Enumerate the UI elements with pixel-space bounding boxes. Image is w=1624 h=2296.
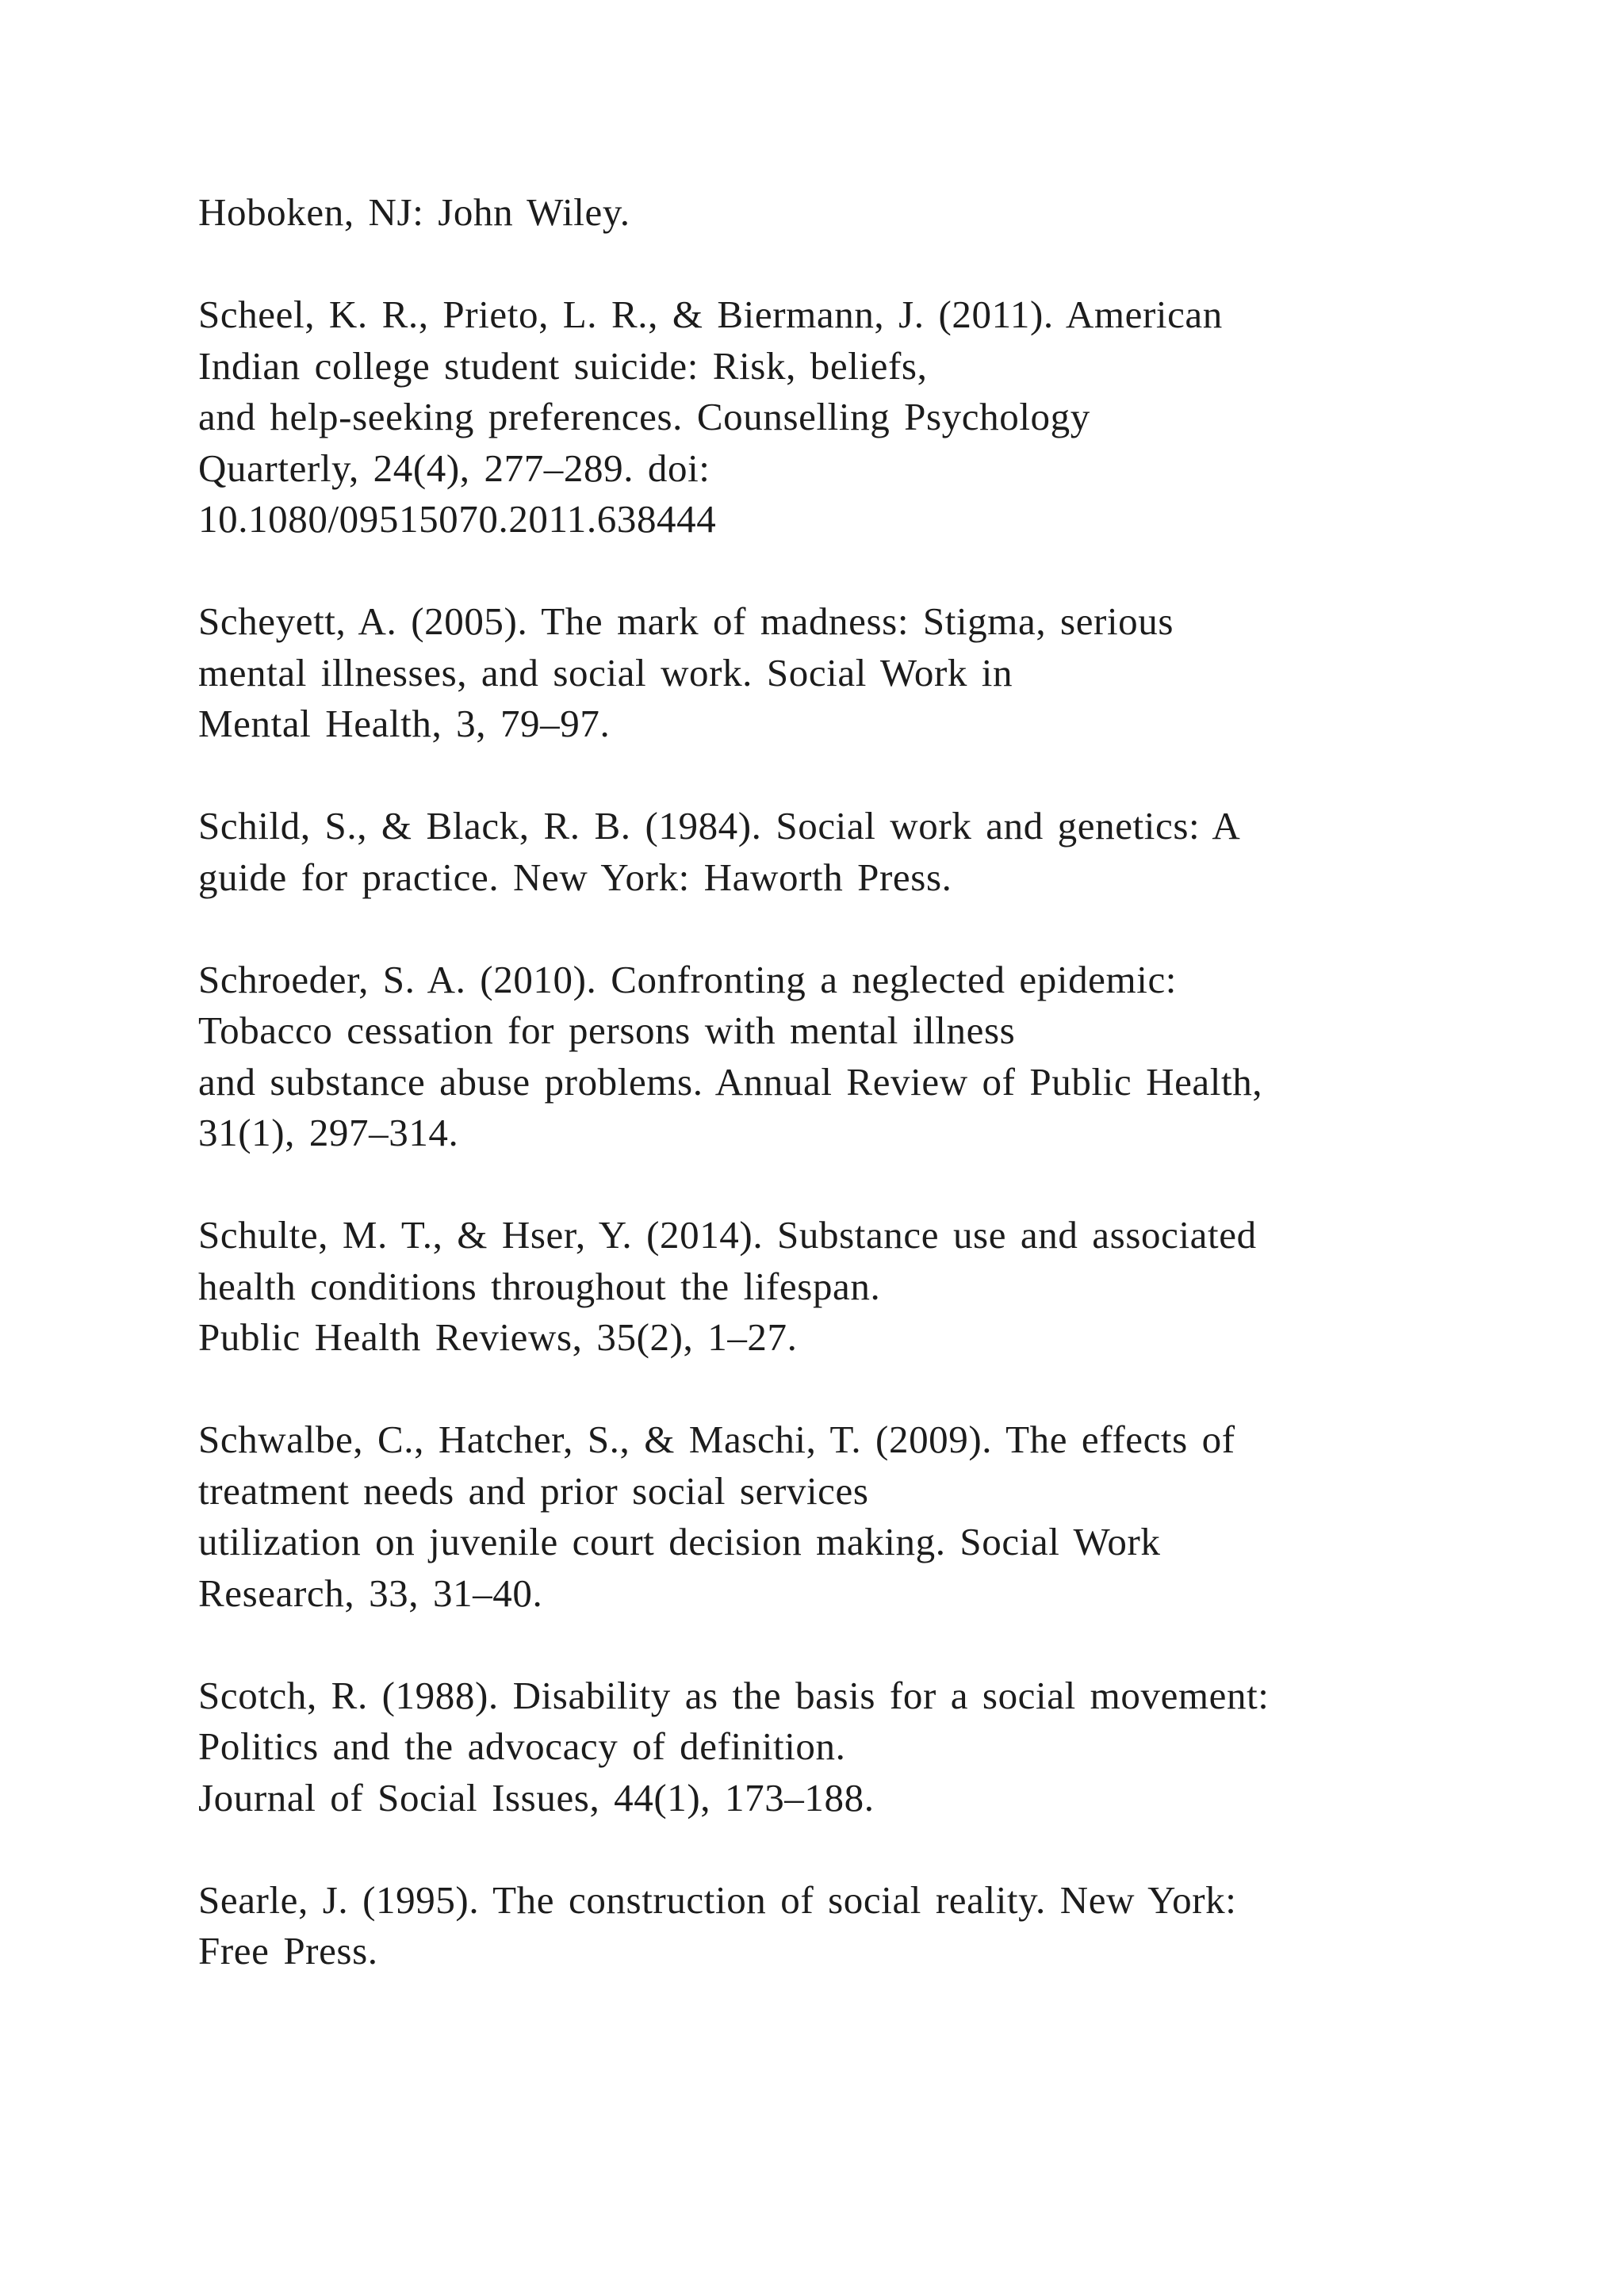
reference-line: Tobacco cessation for persons with mental illness xyxy=(198,1008,1016,1052)
reference-line: Scotch, R. (1988). Disability as the basis for a social movement: xyxy=(198,1673,1270,1717)
reference-line: Mental Health, 3, 79–97. xyxy=(198,702,611,745)
reference-line: treatment needs and prior social services xyxy=(198,1468,869,1513)
reference-line: utilization on juvenile court decision making. Social Work xyxy=(198,1520,1161,1563)
reference-line: Hoboken, NJ: John Wiley. xyxy=(198,190,630,234)
reference-line: Schwalbe, C., Hatcher, S., & Maschi, T. (2009). The effects of xyxy=(198,1418,1235,1461)
reference-line: Scheyett, A. (2005). The mark of madness: Stigma, serious xyxy=(198,599,1174,643)
reference-entry xyxy=(198,801,1483,903)
reference-list xyxy=(198,187,1483,2028)
reference-line: Schroeder, S. A. (2010). Confronting a neglected epidemic: xyxy=(198,957,1178,1001)
reference-line: Quarterly, 24(4), 277–289. doi: xyxy=(198,446,710,490)
reference-line: Schulte, M. T., & Hser, Y. (2014). Substance use and associated xyxy=(198,1213,1257,1257)
reference-line: 31(1), 297–314. xyxy=(198,1111,459,1154)
reference-entry xyxy=(198,187,1483,239)
reference-line: guide for practice. New York: Haworth Press. xyxy=(198,855,952,899)
reference-line: 10.1080/09515070.2011.638444 xyxy=(198,497,717,541)
reference-line: mental illnesses, and social work. Social Work in xyxy=(198,650,1013,695)
reference-entry xyxy=(198,596,1483,750)
reference-entry xyxy=(198,955,1483,1159)
reference-line: Searle, J. (1995). The construction of social reality. New York: xyxy=(198,1877,1237,1922)
reference-line: and substance abuse problems. Annual Review of Public Health, xyxy=(198,1059,1263,1104)
reference-line: Indian college student suicide: Risk, beliefs, xyxy=(198,343,928,388)
reference-line: Scheel, K. R., Prieto, L. R., & Biermann, J. (2011). American xyxy=(198,293,1223,336)
reference-line: Politics and the advocacy of definition. xyxy=(198,1724,846,1768)
reference-line: and help-seeking preferences. Counselling Psychology xyxy=(198,395,1090,438)
reference-line: Journal of Social Issues, 44(1), 173–188. xyxy=(198,1775,875,1820)
reference-entry xyxy=(198,289,1483,545)
reference-entry xyxy=(198,1210,1483,1364)
reference-entry xyxy=(198,1414,1483,1619)
reference-line: Schild, S., & Black, R. B. (1984). Social work and genetics: A xyxy=(198,804,1241,848)
reference-line: Free Press. xyxy=(198,1929,378,1973)
reference-line: Research, 33, 31–40. xyxy=(198,1571,543,1615)
reference-line: Public Health Reviews, 35(2), 1–27. xyxy=(198,1315,798,1359)
reference-entry xyxy=(198,1875,1483,1977)
reference-entry xyxy=(198,1670,1483,1824)
reference-line: health conditions throughout the lifespan. xyxy=(198,1264,881,1308)
